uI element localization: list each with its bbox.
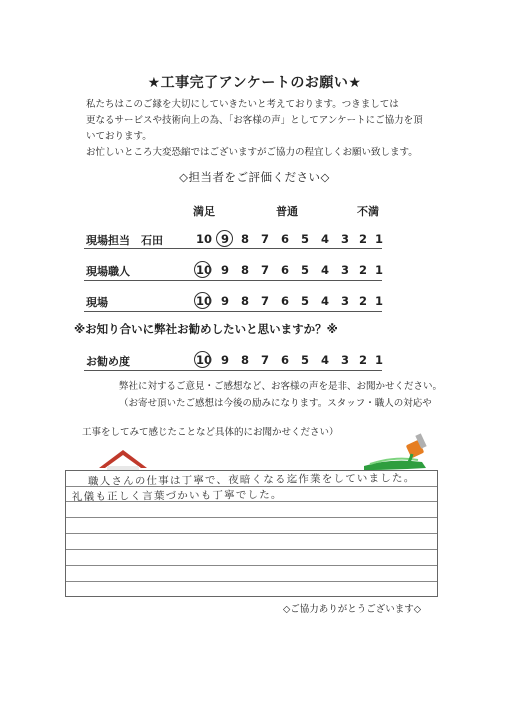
intro-line: いております。 — [86, 131, 152, 142]
score-6[interactable]: 6 — [280, 353, 289, 367]
score-3[interactable]: 3 — [340, 263, 349, 277]
comment-note: 工事をしてみて感じたことなど具体的にお聞かせください） — [82, 427, 339, 438]
comment-line — [66, 549, 437, 550]
score-9[interactable]: 9 — [220, 232, 229, 246]
score-5[interactable]: 5 — [300, 232, 309, 246]
comment-line — [66, 565, 437, 566]
score-2[interactable]: 2 — [358, 263, 367, 277]
rating-label: 現場職人 — [86, 265, 130, 278]
comment-note: （お寄せ頂いたご感想は今後の励みになります。スタッフ・職人の対応や — [119, 398, 432, 409]
handwritten-comment: 職人さんの仕事は丁寧で、夜暗くなる迄作業をしていました。 — [87, 472, 416, 488]
score-10[interactable]: 10 — [196, 232, 213, 246]
scale-normal: 普通 — [276, 205, 298, 218]
score-4[interactable]: 4 — [320, 232, 329, 246]
score-9[interactable]: 9 — [220, 353, 229, 367]
score-1[interactable]: 1 — [374, 263, 383, 277]
rating-label: 現場担当 石田 — [86, 234, 163, 247]
score-7[interactable]: 7 — [260, 353, 269, 367]
score-8[interactable]: 8 — [240, 232, 249, 246]
scale-unsatisfied: 不満 — [357, 205, 379, 218]
score-10[interactable]: 10 — [196, 353, 213, 367]
score-4[interactable]: 4 — [320, 263, 329, 277]
intro-line: 私たちはこのご縁を大切にしていきたいと考えております。つきましては — [86, 99, 399, 110]
score-3[interactable]: 3 — [340, 294, 349, 308]
score-7[interactable]: 7 — [260, 232, 269, 246]
score-4[interactable]: 4 — [320, 353, 329, 367]
selected-circle-mark — [194, 292, 211, 309]
row-underline — [84, 280, 382, 281]
row-underline — [84, 370, 382, 371]
score-3[interactable]: 3 — [340, 353, 349, 367]
survey-title: ★工事完了アンケートのお願い★ — [147, 75, 362, 91]
score-6[interactable]: 6 — [280, 294, 289, 308]
paint-brush-icon — [360, 432, 438, 472]
recommend-label: お勧め度 — [86, 355, 130, 368]
score-6[interactable]: 6 — [280, 232, 289, 246]
intro-line: 更なるサービスや技術向上の為、「お客様の声」としてアンケートにご協力を頂 — [86, 115, 423, 126]
score-9[interactable]: 9 — [220, 294, 229, 308]
row-underline — [84, 311, 382, 312]
comment-line — [66, 533, 437, 534]
score-2[interactable]: 2 — [358, 353, 367, 367]
score-3[interactable]: 3 — [340, 232, 349, 246]
comment-line — [66, 517, 437, 518]
score-8[interactable]: 8 — [240, 294, 249, 308]
row-underline — [84, 248, 382, 249]
score-1[interactable]: 1 — [374, 353, 383, 367]
handwritten-comment: 礼儀も正しく言葉づかいも丁寧でした。 — [71, 488, 283, 504]
score-7[interactable]: 7 — [260, 263, 269, 277]
recommend-question: ※お知り合いに弊社お勧めしたいと思いますか？※ — [74, 322, 338, 336]
evaluation-heading: ◇担当者をご評価ください◇ — [179, 170, 330, 184]
intro-line: お忙しいところ大変恐縮ではございますがご協力の程宜しくお願い致します。 — [86, 147, 418, 158]
scale-satisfied: 満足 — [193, 205, 215, 218]
house-roof-icon — [97, 446, 149, 472]
score-10[interactable]: 10 — [196, 294, 213, 308]
comment-box[interactable] — [65, 470, 438, 597]
rating-label: 現場 — [86, 296, 108, 309]
score-9[interactable]: 9 — [220, 263, 229, 277]
score-4[interactable]: 4 — [320, 294, 329, 308]
score-10[interactable]: 10 — [196, 263, 213, 277]
selected-circle-mark — [194, 261, 211, 278]
score-5[interactable]: 5 — [300, 294, 309, 308]
comment-note: 弊社に対するご意見・ご感想など、お客様の声を是非、お聞かせください。 — [119, 381, 443, 392]
intro-text — [86, 97, 431, 161]
score-2[interactable]: 2 — [358, 232, 367, 246]
score-2[interactable]: 2 — [358, 294, 367, 308]
score-1[interactable]: 1 — [374, 294, 383, 308]
score-8[interactable]: 8 — [240, 353, 249, 367]
score-1[interactable]: 1 — [374, 232, 383, 246]
thanks-footer: ◇ご協力ありがとうございます◇ — [283, 604, 422, 615]
selected-circle-mark — [194, 351, 211, 368]
score-7[interactable]: 7 — [260, 294, 269, 308]
score-8[interactable]: 8 — [240, 263, 249, 277]
score-5[interactable]: 5 — [300, 353, 309, 367]
comment-line — [66, 581, 437, 582]
score-5[interactable]: 5 — [300, 263, 309, 277]
selected-circle-mark — [216, 230, 233, 247]
score-6[interactable]: 6 — [280, 263, 289, 277]
